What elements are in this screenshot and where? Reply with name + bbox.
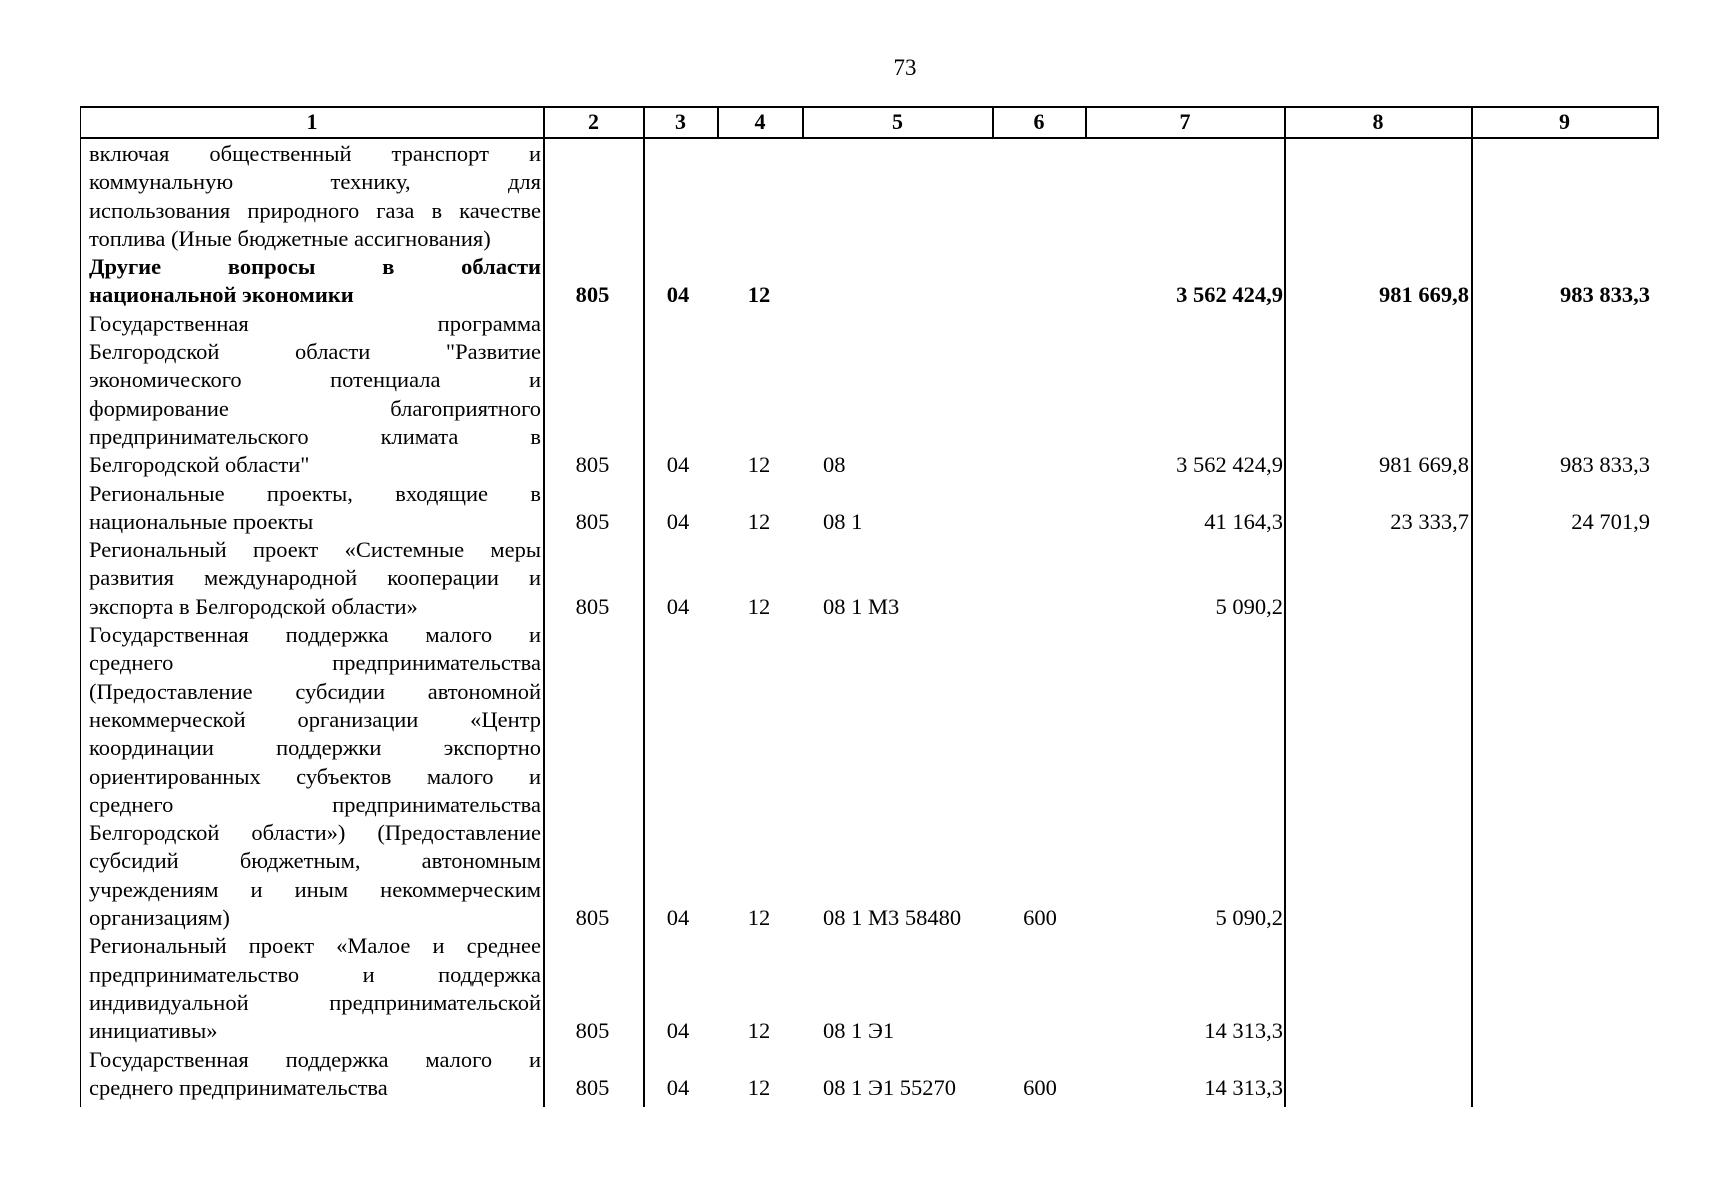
cell-col-3: 04 xyxy=(666,1018,690,1044)
description-line: среднего предпринимательства xyxy=(89,791,541,817)
description-line: Белгородской области" xyxy=(89,452,310,478)
cell-col-5: 08 1 Э1 55270 xyxy=(823,1074,956,1100)
description-line: организациям) xyxy=(89,905,230,931)
header-bottom-border xyxy=(81,137,1659,139)
cell-col-9: 983 833,3 xyxy=(1560,282,1650,308)
description-line: Белгородской области») (Предоставление xyxy=(89,820,541,846)
description-line: Региональные проекты, входящие в xyxy=(89,480,541,506)
row-description xyxy=(89,536,541,621)
cell-col-3: 04 xyxy=(666,1074,690,1100)
description-line: среднего предпринимательства xyxy=(89,1074,388,1100)
description-line: коммунальную технику, для xyxy=(89,169,541,195)
cell-col-9: 24 701,9 xyxy=(1571,508,1650,534)
cell-col-5: 08 1 M3 xyxy=(823,593,900,619)
cell-col-9: 983 833,3 xyxy=(1560,452,1650,478)
description-line: Региональный проект «Малое и среднее xyxy=(89,933,541,959)
header-col-9: 9 xyxy=(1559,109,1570,134)
cell-col-3: 04 xyxy=(666,593,690,619)
cell-col-4: 12 xyxy=(747,1074,771,1100)
header-col-7: 7 xyxy=(1179,109,1191,134)
cell-col-3: 04 xyxy=(666,452,690,478)
table-row xyxy=(81,140,1659,253)
cell-col-6: 600 xyxy=(1023,905,1057,931)
table-row xyxy=(81,621,1659,932)
description-line: национальной экономики xyxy=(89,282,354,308)
description-line: включая общественный транспорт и xyxy=(89,141,541,166)
description-line: развития международной кооперации и xyxy=(89,565,541,591)
cell-col-7: 14 313,3 xyxy=(1204,1018,1283,1044)
row-description xyxy=(89,140,541,253)
cell-col-4: 12 xyxy=(747,593,771,619)
cell-col-2: 805 xyxy=(575,508,610,534)
table-row xyxy=(81,536,1659,621)
cell-col-3: 04 xyxy=(666,508,690,534)
cell-col-7: 41 164,3 xyxy=(1204,508,1283,534)
cell-col-5: 08 1 xyxy=(823,508,863,534)
header-col-4: 4 xyxy=(754,109,766,134)
row-description xyxy=(89,1046,541,1103)
table-row xyxy=(81,932,1659,1045)
description-line: формирование благоприятного xyxy=(89,395,541,421)
cell-col-3: 04 xyxy=(666,282,690,308)
table-row xyxy=(81,480,1659,537)
cell-col-2: 805 xyxy=(575,1018,610,1044)
row-description xyxy=(89,310,541,480)
description-line: ориентированных субъектов малого и xyxy=(89,763,541,789)
cell-col-6: 600 xyxy=(1023,1074,1057,1100)
cell-col-7: 5 090,2 xyxy=(1215,905,1283,931)
cell-col-2: 805 xyxy=(575,905,610,931)
header-col-1: 1 xyxy=(306,109,318,134)
cell-col-2: 805 xyxy=(575,593,610,619)
cell-col-5: 08 1 Э1 xyxy=(823,1018,895,1044)
description-line: топлива (Иные бюджетные ассигнования) xyxy=(89,225,491,251)
description-line: Государственная поддержка малого и xyxy=(89,1046,541,1072)
description-line: предпринимательство и поддержка xyxy=(89,961,541,987)
description-line: экономического потенциала и xyxy=(89,367,541,393)
row-description xyxy=(89,480,541,537)
description-line: некоммерческой организации «Центр xyxy=(89,706,541,732)
table-row xyxy=(81,253,1659,310)
cell-col-2: 805 xyxy=(575,452,610,478)
page-number: 73 xyxy=(893,55,917,80)
row-description xyxy=(89,621,541,932)
header-col-2: 2 xyxy=(588,109,599,134)
cell-col-7: 5 090,2 xyxy=(1215,593,1283,619)
cell-col-8: 23 333,7 xyxy=(1390,508,1469,534)
cell-col-4: 12 xyxy=(747,1018,771,1044)
cell-col-4: 12 xyxy=(747,452,771,478)
cell-col-2: 805 xyxy=(575,282,610,308)
row-description xyxy=(89,932,541,1045)
description-line: национальные проекты xyxy=(89,508,314,534)
col-right-border xyxy=(1657,106,1659,138)
description-line: учреждениям и иным некоммерческим xyxy=(89,876,541,902)
description-line: (Предоставление субсидии автономной xyxy=(89,678,541,704)
description-line: индивидуальной предпринимательской xyxy=(89,989,541,1015)
row-description xyxy=(89,253,541,310)
cell-col-4: 12 xyxy=(747,508,771,534)
cell-col-7: 3 562 424,9 xyxy=(1176,282,1283,308)
description-line: Региональный проект «Системные меры xyxy=(89,537,541,563)
cell-col-8: 981 669,8 xyxy=(1379,452,1469,478)
description-line: экспорта в Белгородской области» xyxy=(89,593,418,619)
description-line: Государственная программа xyxy=(89,310,541,336)
description-line: субсидий бюджетным, автономным xyxy=(89,848,541,874)
cell-col-2: 805 xyxy=(575,1074,610,1100)
table-row xyxy=(81,1046,1659,1103)
description-line: среднего предпринимательства xyxy=(89,650,541,676)
table-row xyxy=(81,310,1659,480)
cell-col-5: 08 1 M3 58480 xyxy=(823,905,962,931)
header-col-8: 8 xyxy=(1372,109,1384,134)
cell-col-3: 04 xyxy=(666,905,690,931)
description-line: инициативы» xyxy=(89,1018,218,1044)
cell-col-7: 14 313,3 xyxy=(1204,1074,1283,1100)
cell-col-4: 12 xyxy=(747,905,771,931)
description-line: предпринимательского климата в xyxy=(89,423,541,449)
description-line: Другие вопросы в области xyxy=(89,254,541,280)
header-col-5: 5 xyxy=(892,109,903,134)
cell-col-8: 981 669,8 xyxy=(1379,282,1469,308)
header-col-6: 6 xyxy=(1033,109,1045,134)
cell-col-5: 08 xyxy=(823,452,846,478)
description-line: использования природного газа в качестве xyxy=(89,197,541,223)
header-col-3: 3 xyxy=(675,109,686,134)
description-line: координации поддержки экспортно xyxy=(89,735,541,761)
description-line: Белгородской области "Развитие xyxy=(89,339,541,365)
description-line: Государственная поддержка малого и xyxy=(89,622,541,648)
cell-col-4: 12 xyxy=(747,282,771,308)
cell-col-7: 3 562 424,9 xyxy=(1176,452,1283,478)
budget-table xyxy=(80,106,1659,1107)
